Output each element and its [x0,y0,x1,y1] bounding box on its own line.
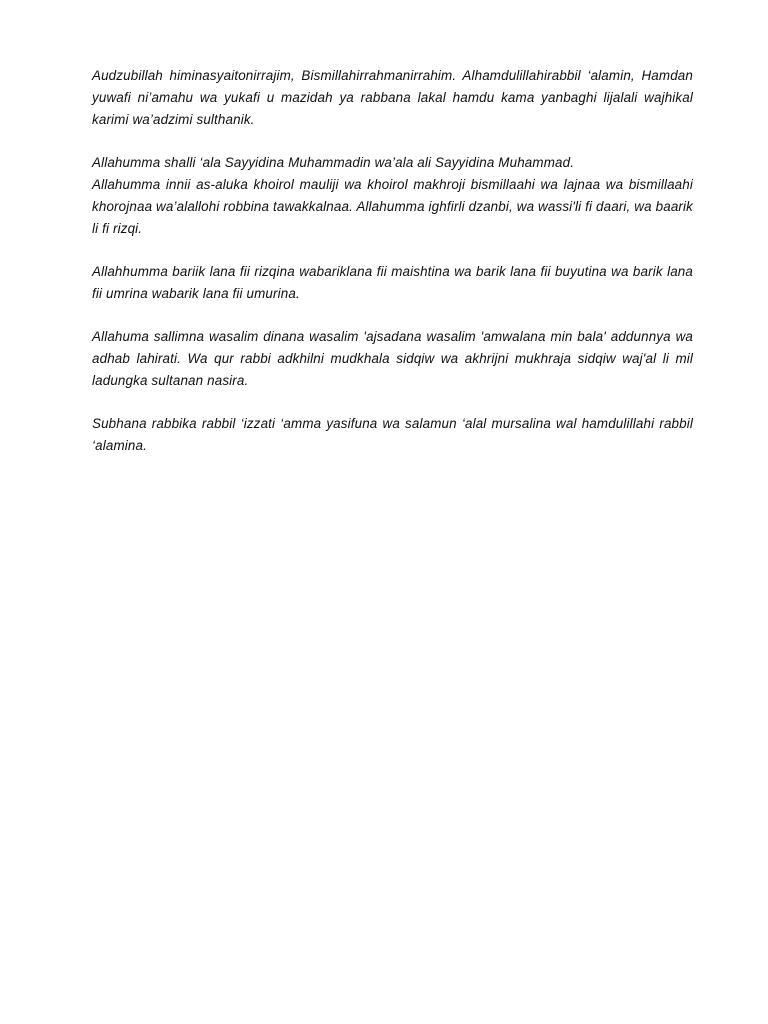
paragraph-safety: Allahuma sallimna wasalim dinana wasalim 'ajsadana wasalim 'amwalana min bala' addunnya wa adhab lahirati. Wa qur rabbi adkhilni mudkhala sidqiw wa akhrijni mukhraja sidqiw waj'al li mil ladungka sultanan nasira. [92,329,693,388]
paragraph-shalawat: Allahumma shalli ‘ala Sayyidina Muhammadin wa’ala ali Sayyidina Muhammad. [92,155,575,170]
paragraph-travel-prayer: Allahumma innii as-aluka khoirol mauliji wa khoirol makhroji bismillaahi wa lajnaa wa bismillaahi khorojnaa wa’alallohi robbina tawakkalnaa. Allahumma ighfirli dzanbi, wa wassi'li fi daari, wa baarik li fi rizqi. [92,177,693,236]
paragraph-closing: Subhana rabbika rabbil ‘izzati ‘amma yasifuna wa salamun ‘alal mursalina wal hamdulillahi rabbil ‘alamina. [92,416,693,453]
paragraph-opening: Audzubillah himinasyaitonirrajim, Bismillahirrahmanirrahim. Alhamdulillahirabbil ‘alamin, Hamdan yuwafi ni’amahu wa yukafi u mazidah ya rabbana lakal hamdu kama yanbaghi lijalali wajhikal karimi wa’adzimi sulthanik. [92,68,693,127]
paragraph-blessing: Allahhumma bariik lana fii rizqina wabariklana fii maishtina wa barik lana fii buyutina wa barik lana fii umrina wabarik lana fii umurina. [92,264,693,301]
document-body [92,65,693,457]
